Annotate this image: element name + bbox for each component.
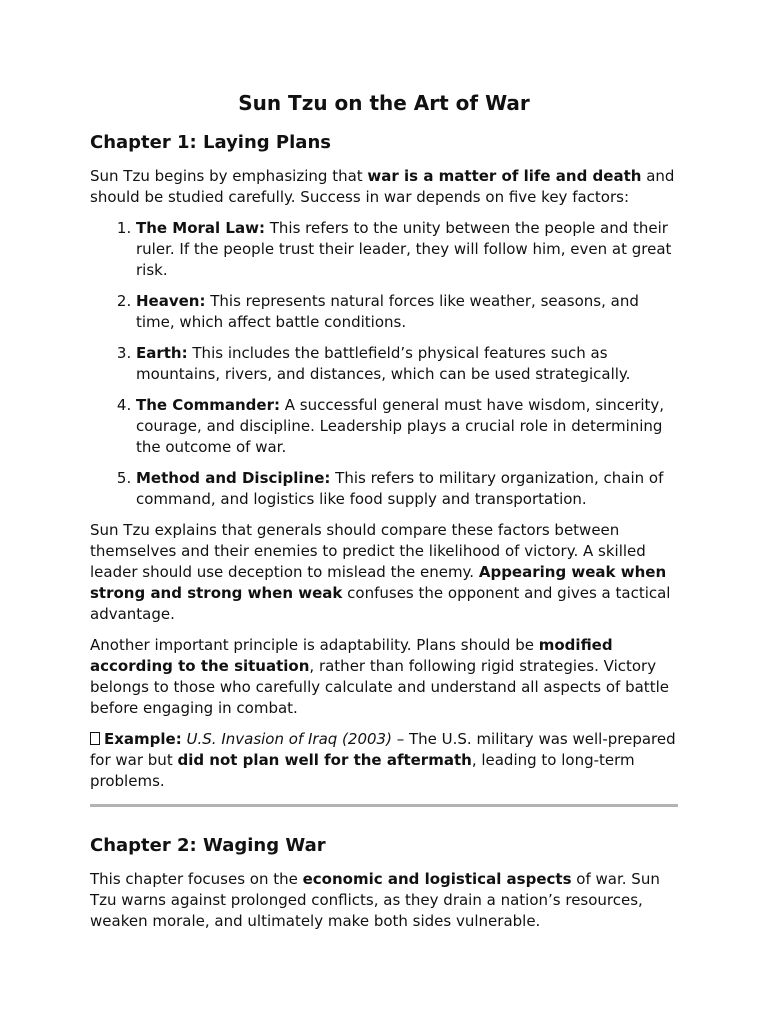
document-title: Sun Tzu on the Art of War [238,91,530,115]
chapter-1-heading: Chapter 1: Laying Plans [90,132,331,153]
list-item [136,468,678,510]
factor-term: Earth: [136,344,188,362]
intro-emphasis: economic and logistical aspects [302,870,572,888]
chapter-2-intro [90,869,678,932]
factor-term: Method and Discipline: [136,469,331,487]
section-divider [90,804,678,807]
example-label: Example: [104,730,182,748]
factor-text: This refers to military organization, chain of command, and logistics like food supply and transportation. [136,469,664,508]
missing-glyph-icon [90,732,100,745]
factor-term: The Moral Law: [136,219,265,237]
chapter-1-deception-paragraph [90,520,678,625]
example-title: U.S. Invasion of Iraq (2003) [186,730,392,748]
five-factors-list [90,218,678,510]
factor-text: This refers to the unity between the people and their ruler. If the people trust their leader, they will follow him, even at great risk. [136,219,672,279]
list-item [136,395,678,458]
factor-text: A successful general must have wisdom, sincerity, courage, and discipline. Leadership plays a crucial role in determining the outcome of war. [136,396,665,456]
paragraph-emphasis: Appearing weak when strong and strong when weak [90,563,667,602]
intro-text-end: of war. Sun Tzu warns against prolonged conflicts, as they drain a nation’s resources, weaken morale, and ultimately make both sides vulnerable. [90,870,660,930]
intro-text: Sun Tzu begins by emphasizing that [90,167,368,185]
factor-text: This represents natural forces like weather, seasons, and time, which affect battle conditions. [136,292,639,331]
paragraph-text-end: confuses the opponent and gives a tactical advantage. [90,584,671,623]
example-emphasis: did not plan well for the aftermath [177,751,472,769]
list-item [136,343,678,385]
chapter-1-adaptability-paragraph [90,635,678,719]
factor-text: This includes the battlefield’s physical features such as mountains, rivers, and distances, which can be used strategically. [136,344,631,383]
paragraph-text: Another important principle is adaptability. Plans should be [90,636,539,654]
factor-term: Heaven: [136,292,206,310]
intro-text-end: and should be studied carefully. Success in war depends on five key factors: [90,167,675,206]
factor-term: The Commander: [136,396,280,414]
chapter-1-intro [90,166,678,208]
list-item [136,291,678,333]
list-item [136,218,678,281]
example-text: – The U.S. military was well-prepared for war but [90,730,676,769]
paragraph-text-end: , rather than following rigid strategies. Victory belongs to those who carefully calculate and understand all aspects of battle before engaging in combat. [90,657,669,717]
intro-text: This chapter focuses on the [90,870,303,888]
chapter-2-heading: Chapter 2: Waging War [90,835,326,856]
intro-emphasis: war is a matter of life and death [367,167,642,185]
example-text-end: , leading to long-term problems. [90,751,635,790]
paragraph-text: Sun Tzu explains that generals should compare these factors between themselves and their enemies to predict the likelihood of victory. A skilled leader should use deception to mislead the enemy. [90,521,646,581]
paragraph-emphasis: modified according to the situation [90,636,613,675]
chapter-1-example [90,729,678,792]
